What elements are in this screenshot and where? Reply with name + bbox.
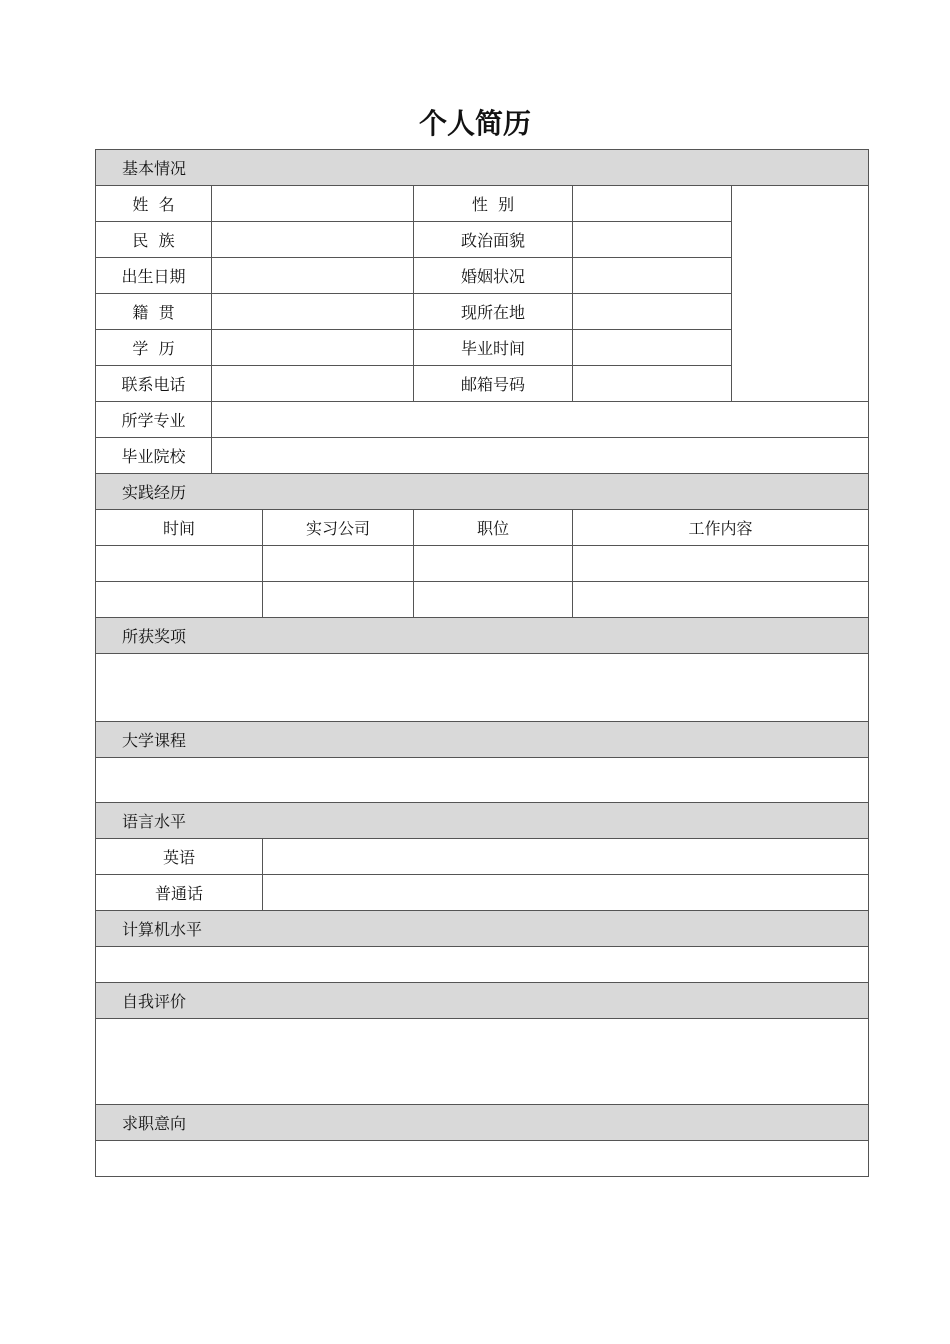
practice-row-2-company[interactable] bbox=[263, 582, 414, 618]
section-header-courses: 大学课程 bbox=[96, 722, 869, 758]
resume-table bbox=[95, 149, 869, 1177]
label-native: 籍 贯 bbox=[96, 294, 212, 330]
field-marital[interactable] bbox=[573, 258, 732, 294]
practice-header-company: 实习公司 bbox=[263, 510, 414, 546]
practice-header-time: 时间 bbox=[96, 510, 263, 546]
label-gender: 性 别 bbox=[414, 186, 573, 222]
section-header-awards: 所获奖项 bbox=[96, 618, 869, 654]
field-email[interactable] bbox=[573, 366, 732, 402]
field-computer[interactable] bbox=[96, 947, 869, 983]
field-ethnicity[interactable] bbox=[212, 222, 414, 258]
practice-row-2-position[interactable] bbox=[414, 582, 573, 618]
label-ethnicity: 民 族 bbox=[96, 222, 212, 258]
label-grad-time: 毕业时间 bbox=[414, 330, 573, 366]
label-marital: 婚姻状况 bbox=[414, 258, 573, 294]
section-header-self-eval: 自我评价 bbox=[96, 983, 869, 1019]
field-phone[interactable] bbox=[212, 366, 414, 402]
field-english[interactable] bbox=[263, 839, 869, 875]
field-grad-time[interactable] bbox=[573, 330, 732, 366]
field-education[interactable] bbox=[212, 330, 414, 366]
field-name[interactable] bbox=[212, 186, 414, 222]
field-political[interactable] bbox=[573, 222, 732, 258]
label-name: 姓 名 bbox=[96, 186, 212, 222]
section-header-intent: 求职意向 bbox=[96, 1105, 869, 1141]
page-title: 个人简历 bbox=[418, 107, 531, 140]
practice-row-2-time[interactable] bbox=[96, 582, 263, 618]
field-courses[interactable] bbox=[96, 758, 869, 803]
label-birth: 出生日期 bbox=[96, 258, 212, 294]
label-mandarin: 普通话 bbox=[96, 875, 263, 911]
field-native[interactable] bbox=[212, 294, 414, 330]
label-political: 政治面貌 bbox=[414, 222, 573, 258]
field-gender[interactable] bbox=[573, 186, 732, 222]
label-major: 所学专业 bbox=[96, 402, 212, 438]
label-email: 邮箱号码 bbox=[414, 366, 573, 402]
practice-row-2-content[interactable] bbox=[573, 582, 869, 618]
label-english: 英语 bbox=[96, 839, 263, 875]
practice-row-1-company[interactable] bbox=[263, 546, 414, 582]
field-intent[interactable] bbox=[96, 1141, 869, 1177]
practice-header-content: 工作内容 bbox=[573, 510, 869, 546]
field-major[interactable] bbox=[212, 402, 869, 438]
practice-header-position: 职位 bbox=[414, 510, 573, 546]
field-location[interactable] bbox=[573, 294, 732, 330]
photo-area[interactable] bbox=[732, 186, 869, 402]
label-phone: 联系电话 bbox=[96, 366, 212, 402]
practice-row-1-content[interactable] bbox=[573, 546, 869, 582]
field-mandarin[interactable] bbox=[263, 875, 869, 911]
field-self-eval[interactable] bbox=[96, 1019, 869, 1105]
field-birth[interactable] bbox=[212, 258, 414, 294]
section-header-computer: 计算机水平 bbox=[96, 911, 869, 947]
label-location: 现所在地 bbox=[414, 294, 573, 330]
label-school: 毕业院校 bbox=[96, 438, 212, 474]
section-header-practice: 实践经历 bbox=[96, 474, 869, 510]
practice-row-1-position[interactable] bbox=[414, 546, 573, 582]
section-header-language: 语言水平 bbox=[96, 803, 869, 839]
field-school[interactable] bbox=[212, 438, 869, 474]
field-awards[interactable] bbox=[96, 654, 869, 722]
practice-row-1-time[interactable] bbox=[96, 546, 263, 582]
section-header-basic: 基本情况 bbox=[96, 150, 869, 186]
label-education: 学 历 bbox=[96, 330, 212, 366]
